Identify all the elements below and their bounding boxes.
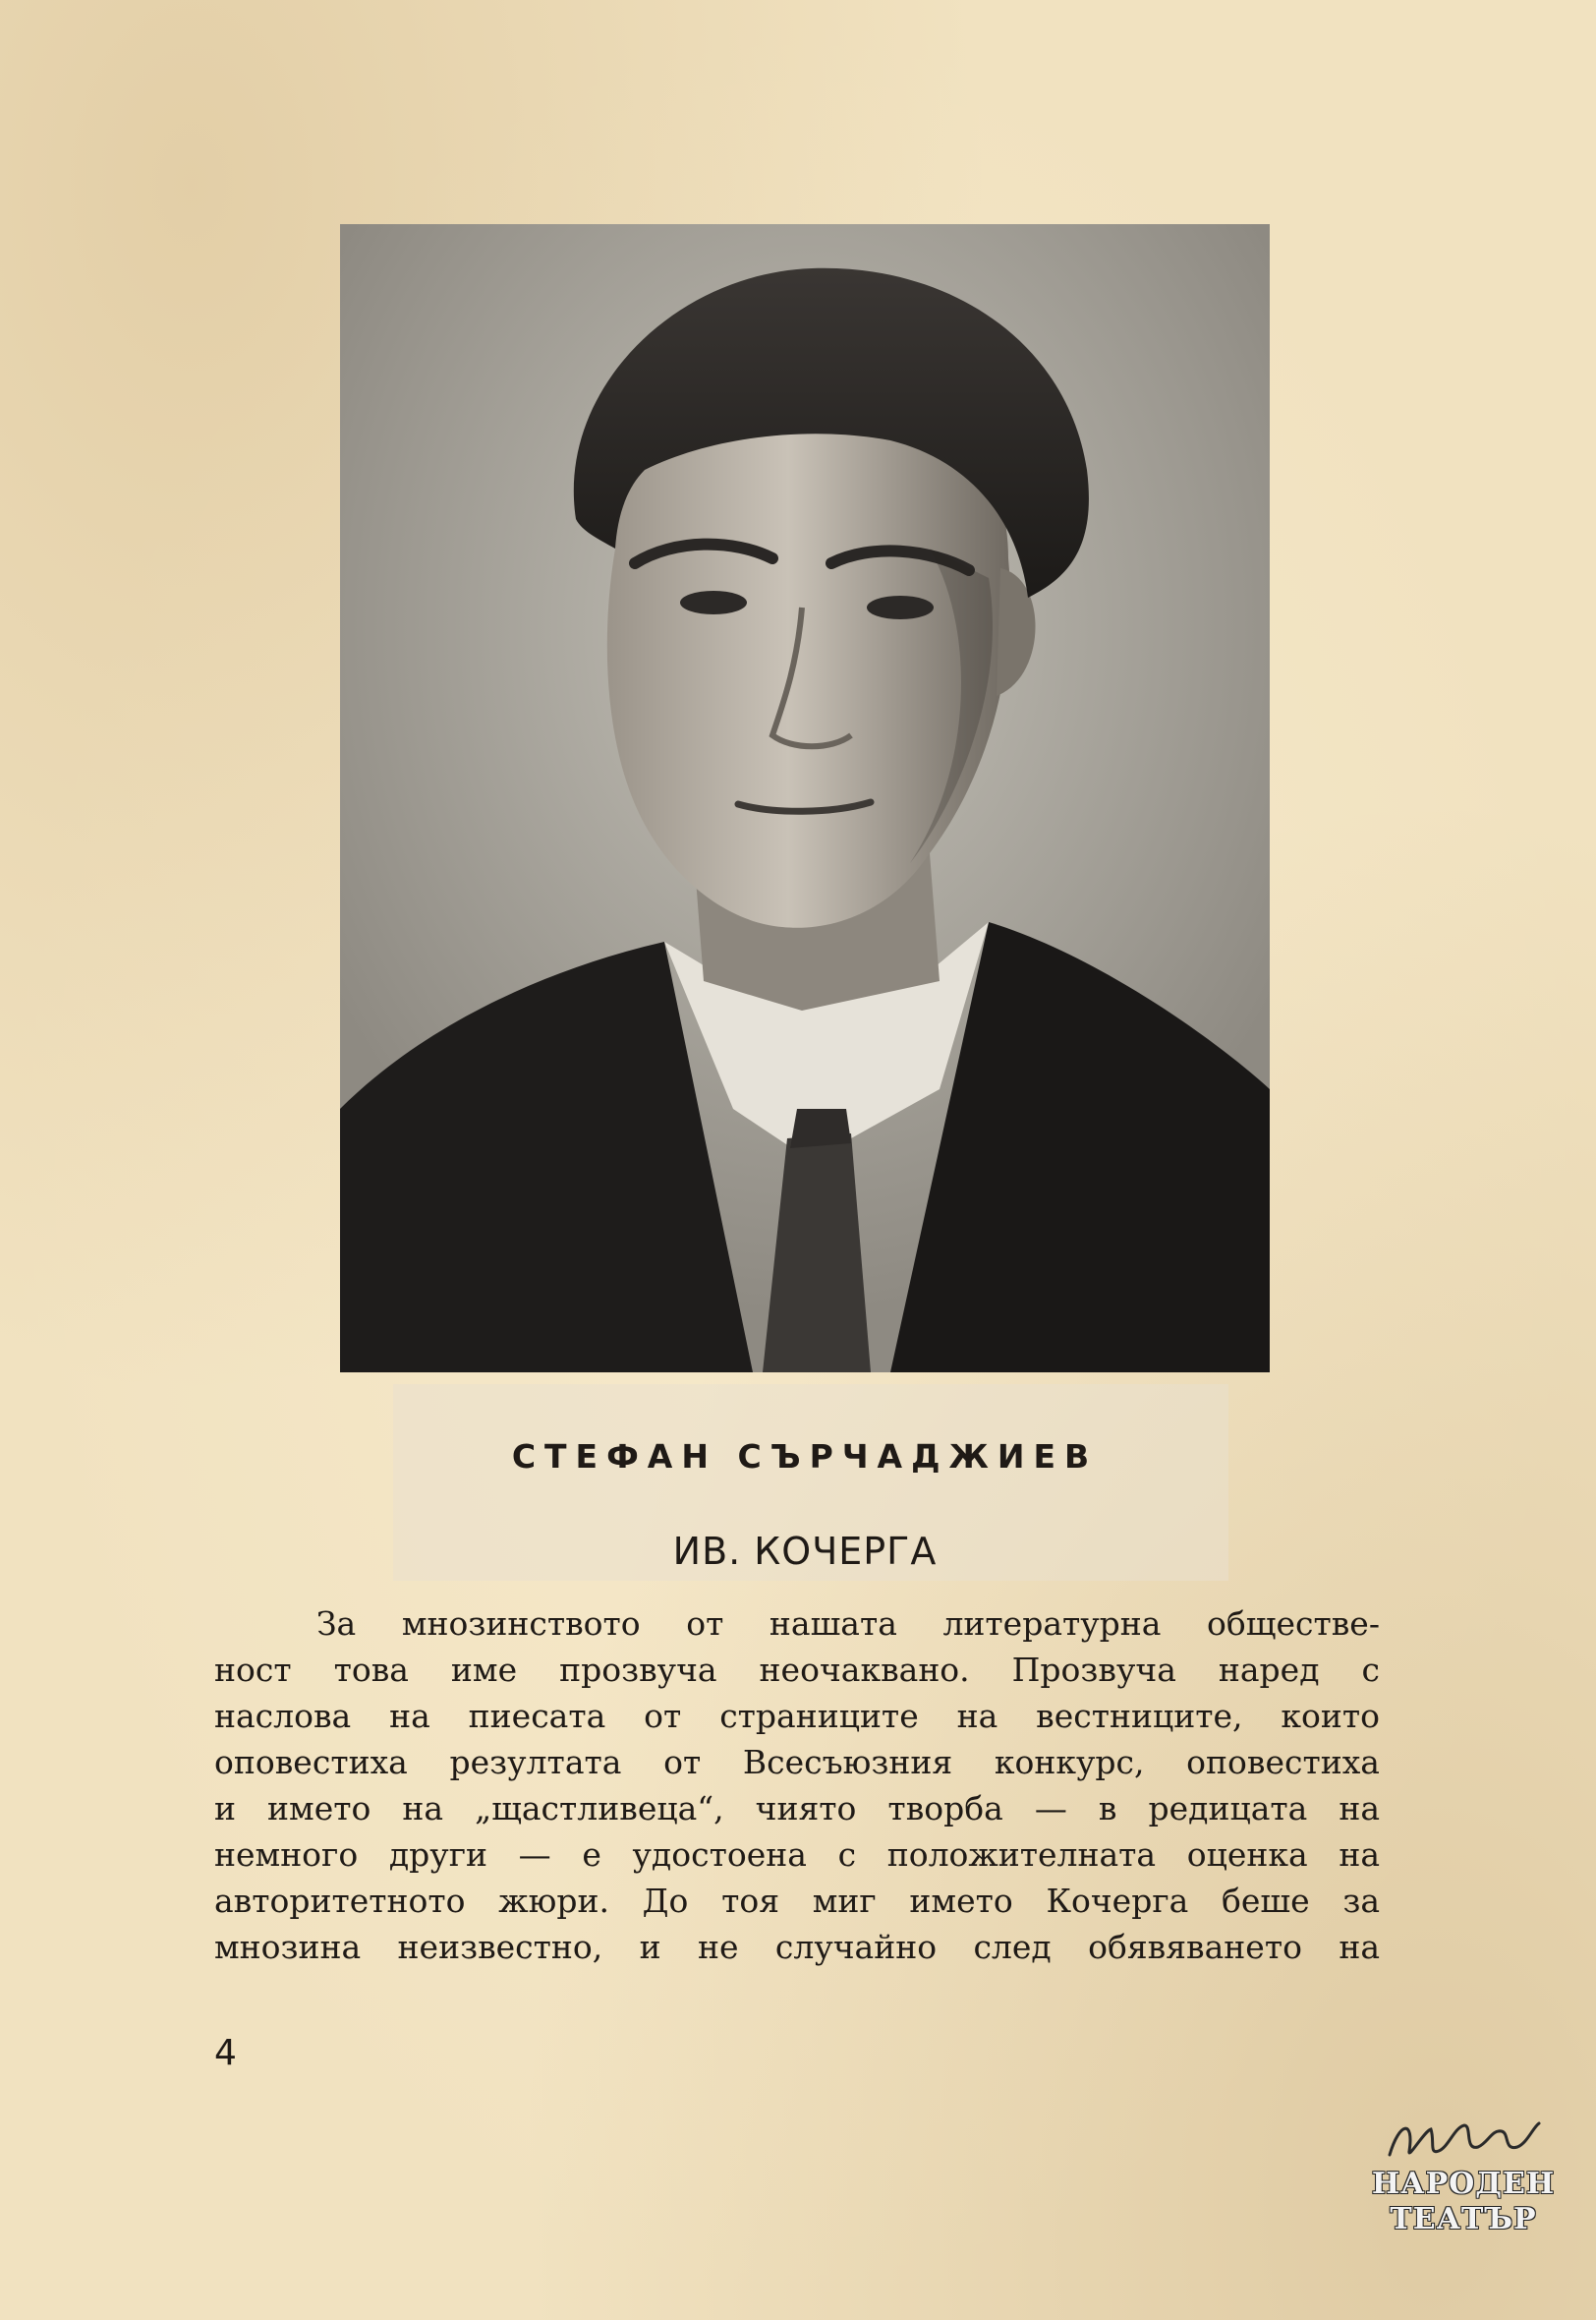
text-line: и името на „щастливеца“, чиято творба — в редицата на bbox=[214, 1789, 1380, 1827]
text-line: наслова на пиесата от страниците на вестниците, които bbox=[214, 1697, 1380, 1735]
body-paragraph bbox=[214, 1600, 1380, 1970]
text-line: ност това име прозвуча неочаквано. Прозвуча наред с bbox=[214, 1651, 1380, 1689]
stamp-line-2: ТЕАТЪР bbox=[1390, 2202, 1537, 2236]
text-line: авторитетното жюри. До тоя миг името Кочерга беше за bbox=[214, 1882, 1380, 1920]
signature-mark bbox=[1370, 2112, 1557, 2167]
theatre-stamp bbox=[1370, 2112, 1557, 2279]
article-title: ИВ. КОЧЕРГА bbox=[672, 1530, 938, 1573]
author-name: СТЕФАН СЪРЧАДЖИЕВ bbox=[511, 1437, 1099, 1476]
text-line: За мнозинството от нашата литературна обществе- bbox=[316, 1604, 1380, 1643]
text-line: мнозина неизвестно, и не случайно след обявяването на bbox=[214, 1928, 1380, 1966]
stamp-line-1: НАРОДЕН bbox=[1371, 2167, 1556, 2201]
page-number: 4 bbox=[214, 2033, 237, 2073]
text-line: немного други — е удостоена с положителната оценка на bbox=[214, 1835, 1380, 1874]
text-line: оповестиха резултата от Всесъюзния конкурс, оповестиха bbox=[214, 1743, 1380, 1781]
author-portrait-photo bbox=[340, 224, 1270, 1372]
